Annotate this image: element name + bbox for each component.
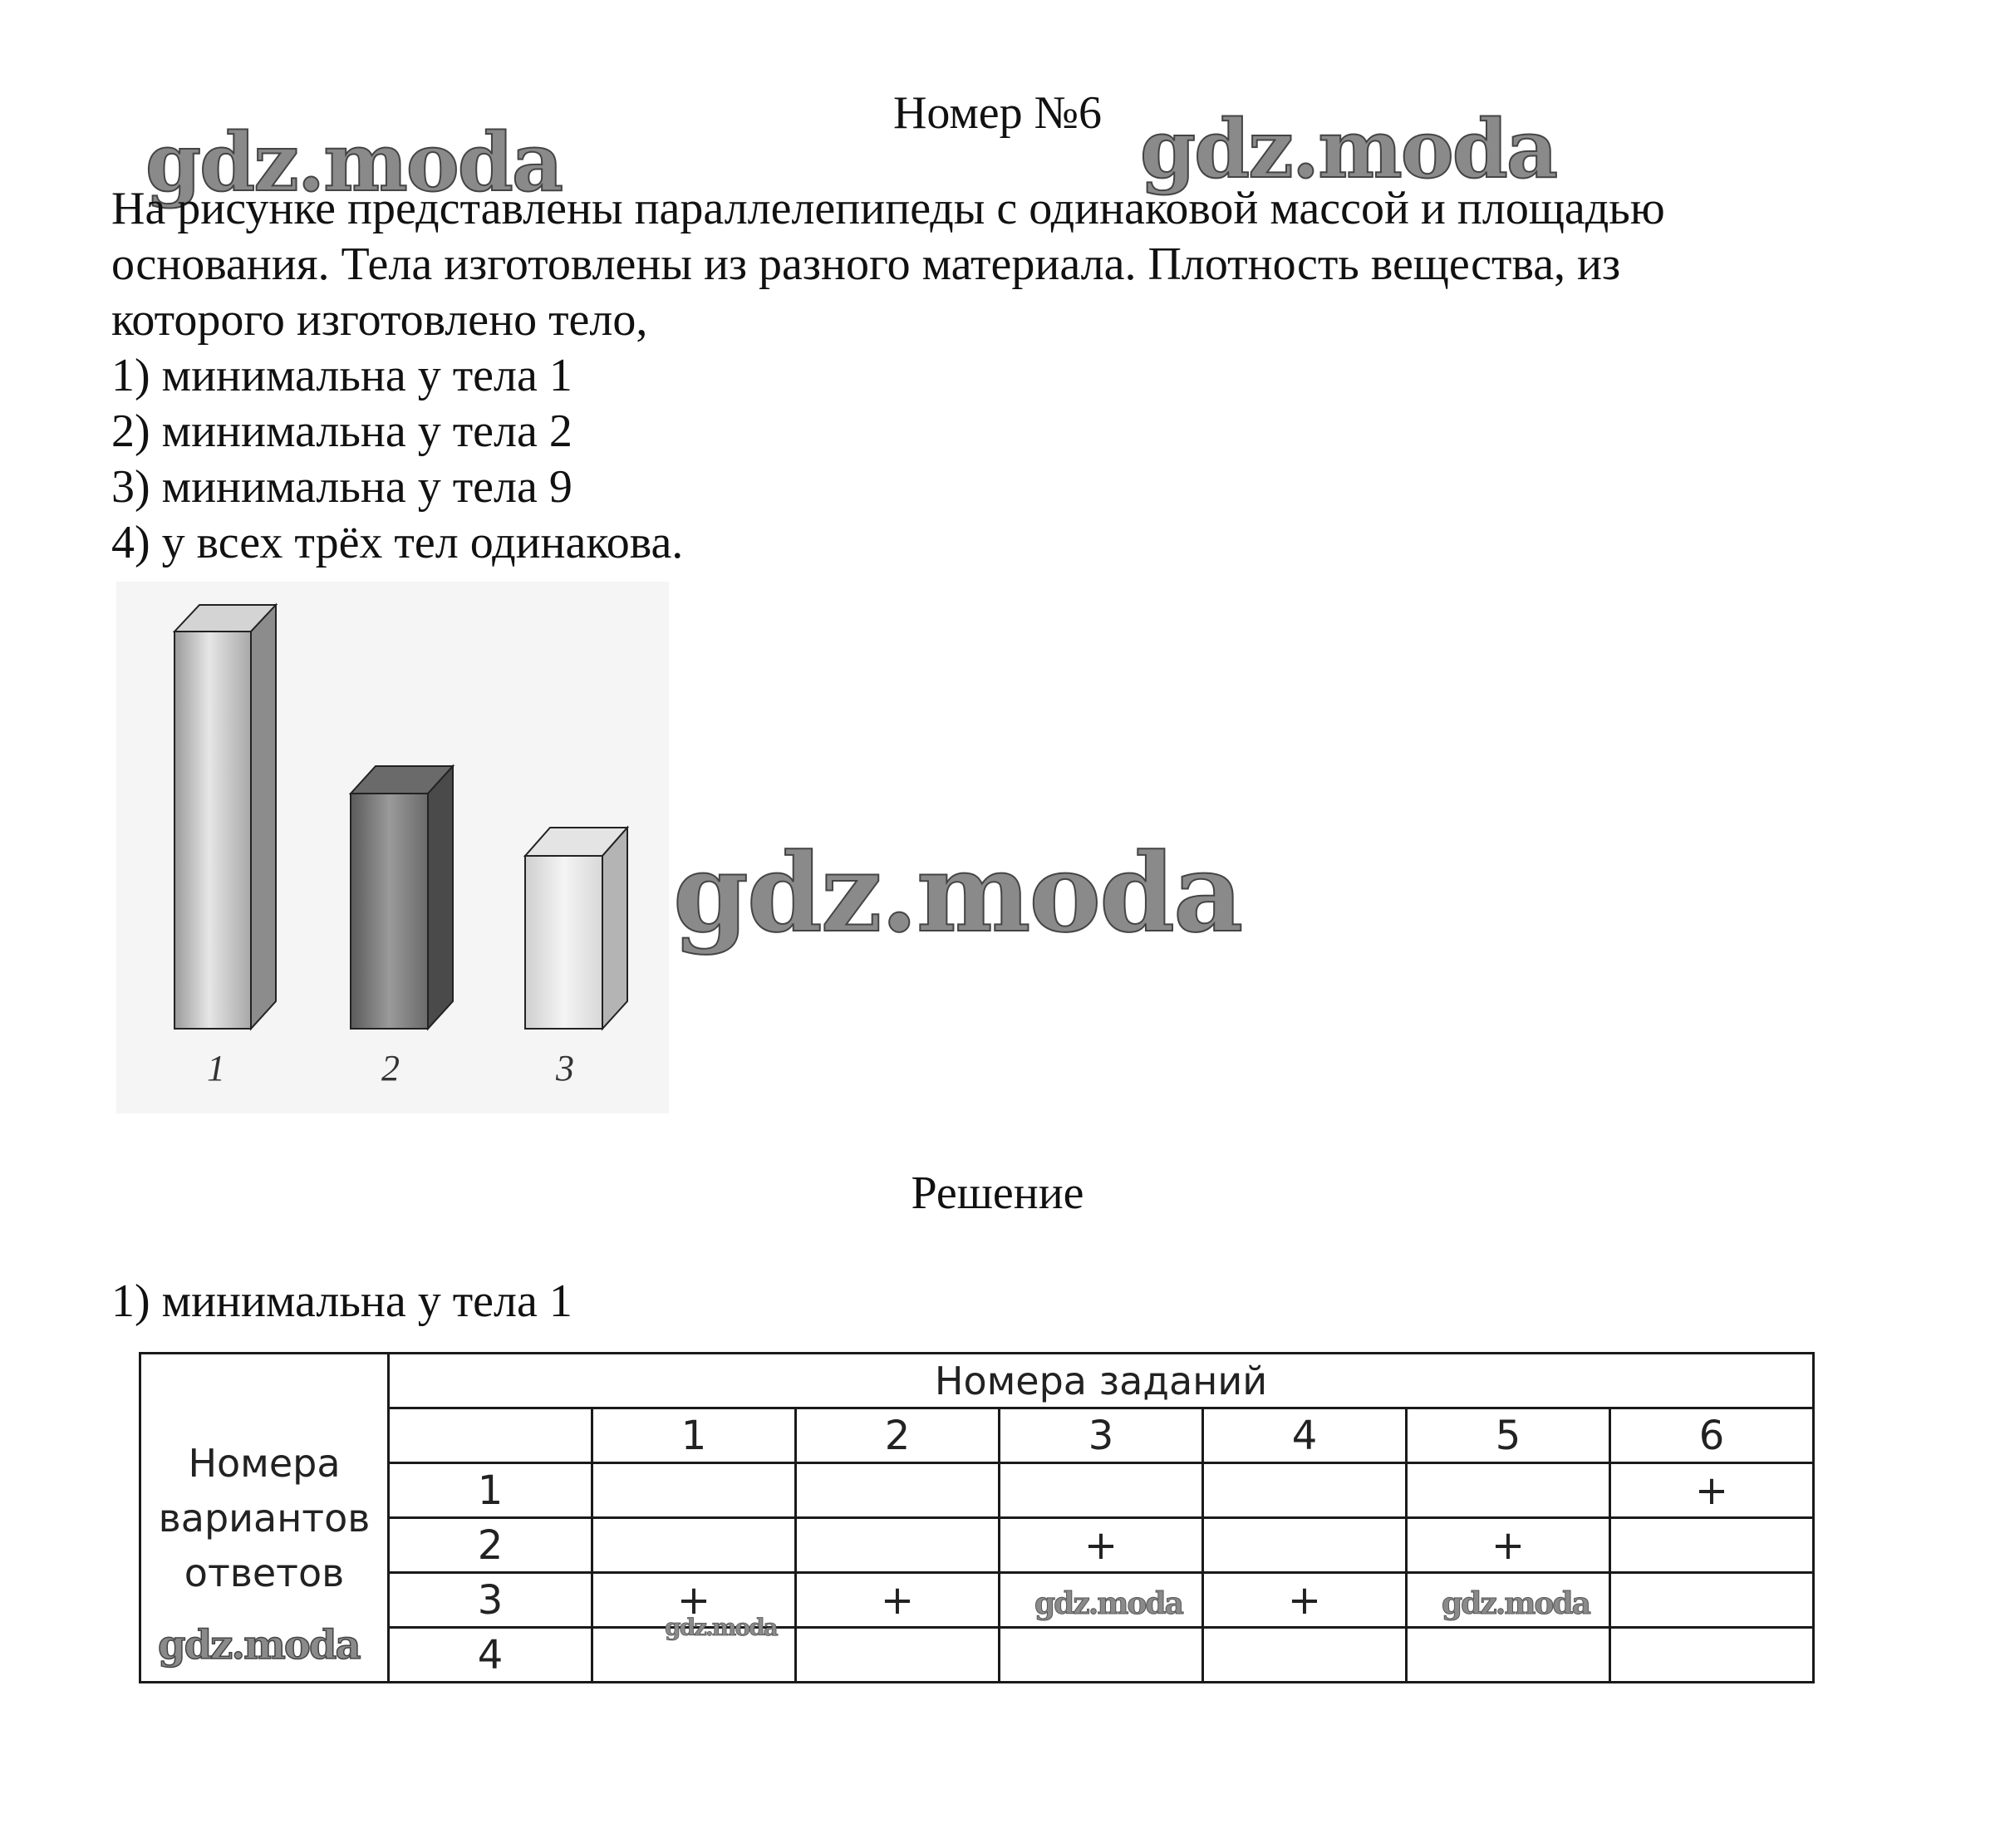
table-cell bbox=[796, 1518, 1000, 1573]
solution-title: Решение bbox=[911, 1167, 1084, 1219]
task-number: 4 bbox=[1203, 1408, 1407, 1463]
problem-line: На рисунке представлены параллелепипеды с одинаковой массой и площадью bbox=[111, 183, 1665, 234]
task-number: 5 bbox=[1407, 1408, 1610, 1463]
watermark-logo: gdz.moda bbox=[673, 829, 1242, 956]
tasks-header: Номера заданий bbox=[389, 1354, 1814, 1408]
problem-line: основания. Тела изготовлены из разного материала. Плотность вещества, из bbox=[111, 238, 1621, 290]
watermark-logo: gdz.moda bbox=[1442, 1586, 1590, 1621]
table-row bbox=[140, 1354, 1814, 1408]
variant-number: 2 bbox=[389, 1518, 592, 1573]
table-cell: + bbox=[1000, 1518, 1203, 1573]
variants-header-line: ответов bbox=[184, 1550, 345, 1595]
table-cell bbox=[1610, 1518, 1814, 1573]
table-cell: + bbox=[592, 1573, 796, 1628]
table-cell bbox=[1203, 1628, 1407, 1683]
parallelepipeds-drawing bbox=[116, 582, 669, 1113]
table-cell bbox=[1203, 1463, 1407, 1518]
parallelepipeds-figure bbox=[116, 582, 669, 1113]
table-cell bbox=[592, 1463, 796, 1518]
table-cell bbox=[389, 1408, 592, 1463]
answer-table bbox=[139, 1352, 1815, 1683]
answer-option: 1) минимальна у тела 1 bbox=[111, 350, 572, 401]
block-label-2: 2 bbox=[381, 1048, 400, 1089]
problem-line: которого изготовлено тело, bbox=[111, 294, 648, 346]
watermark-logo: gdz.moda bbox=[665, 1614, 777, 1641]
table-row bbox=[140, 1463, 1814, 1518]
block-3 bbox=[525, 828, 627, 1029]
task-number: 2 bbox=[796, 1408, 1000, 1463]
variants-header-line: вариантов bbox=[158, 1495, 371, 1541]
variants-header-line: Номера bbox=[188, 1440, 341, 1486]
table-cell: + bbox=[1407, 1518, 1610, 1573]
variant-number: 3 bbox=[389, 1573, 592, 1628]
watermark-logo: gdz.moda bbox=[1140, 102, 1557, 196]
problem-text bbox=[111, 181, 1939, 571]
table-cell bbox=[1000, 1463, 1203, 1518]
table-cell bbox=[1407, 1463, 1610, 1518]
answer-option: 3) минимальна у тела 9 bbox=[111, 461, 572, 513]
table-cell bbox=[796, 1463, 1000, 1518]
solution-answer: 1) минимальна у тела 1 bbox=[111, 1275, 572, 1327]
watermark-logo: gdz.moda bbox=[158, 1622, 360, 1669]
block-2 bbox=[351, 766, 453, 1029]
block-1 bbox=[174, 605, 276, 1029]
table-cell bbox=[1000, 1628, 1203, 1683]
variant-number: 1 bbox=[389, 1463, 592, 1518]
table-cell bbox=[1407, 1628, 1610, 1683]
table-row bbox=[140, 1518, 1814, 1573]
table-cell bbox=[796, 1628, 1000, 1683]
table-cell: + bbox=[796, 1573, 1000, 1628]
table-cell bbox=[592, 1518, 796, 1573]
variant-number: 4 bbox=[389, 1628, 592, 1683]
task-number: 3 bbox=[1000, 1408, 1203, 1463]
answer-option: 4) у всех трёх тел одинакова. bbox=[111, 517, 684, 568]
block-label-3: 3 bbox=[556, 1048, 574, 1089]
table-cell bbox=[1610, 1573, 1814, 1628]
table-cell bbox=[1203, 1518, 1407, 1573]
block-label-1: 1 bbox=[207, 1048, 225, 1089]
task-number: 6 bbox=[1610, 1408, 1814, 1463]
answer-option: 2) минимальна у тела 2 bbox=[111, 405, 572, 457]
page-title: Номер №6 bbox=[892, 87, 1103, 139]
table-cell: + bbox=[1203, 1573, 1407, 1628]
task-number: 1 bbox=[592, 1408, 796, 1463]
table-row bbox=[140, 1408, 1814, 1463]
table-cell bbox=[1610, 1628, 1814, 1683]
watermark-logo: gdz.moda bbox=[145, 116, 563, 209]
table-row bbox=[140, 1628, 1814, 1683]
watermark-logo: gdz.moda bbox=[1034, 1586, 1182, 1621]
table-cell: + bbox=[1610, 1463, 1814, 1518]
